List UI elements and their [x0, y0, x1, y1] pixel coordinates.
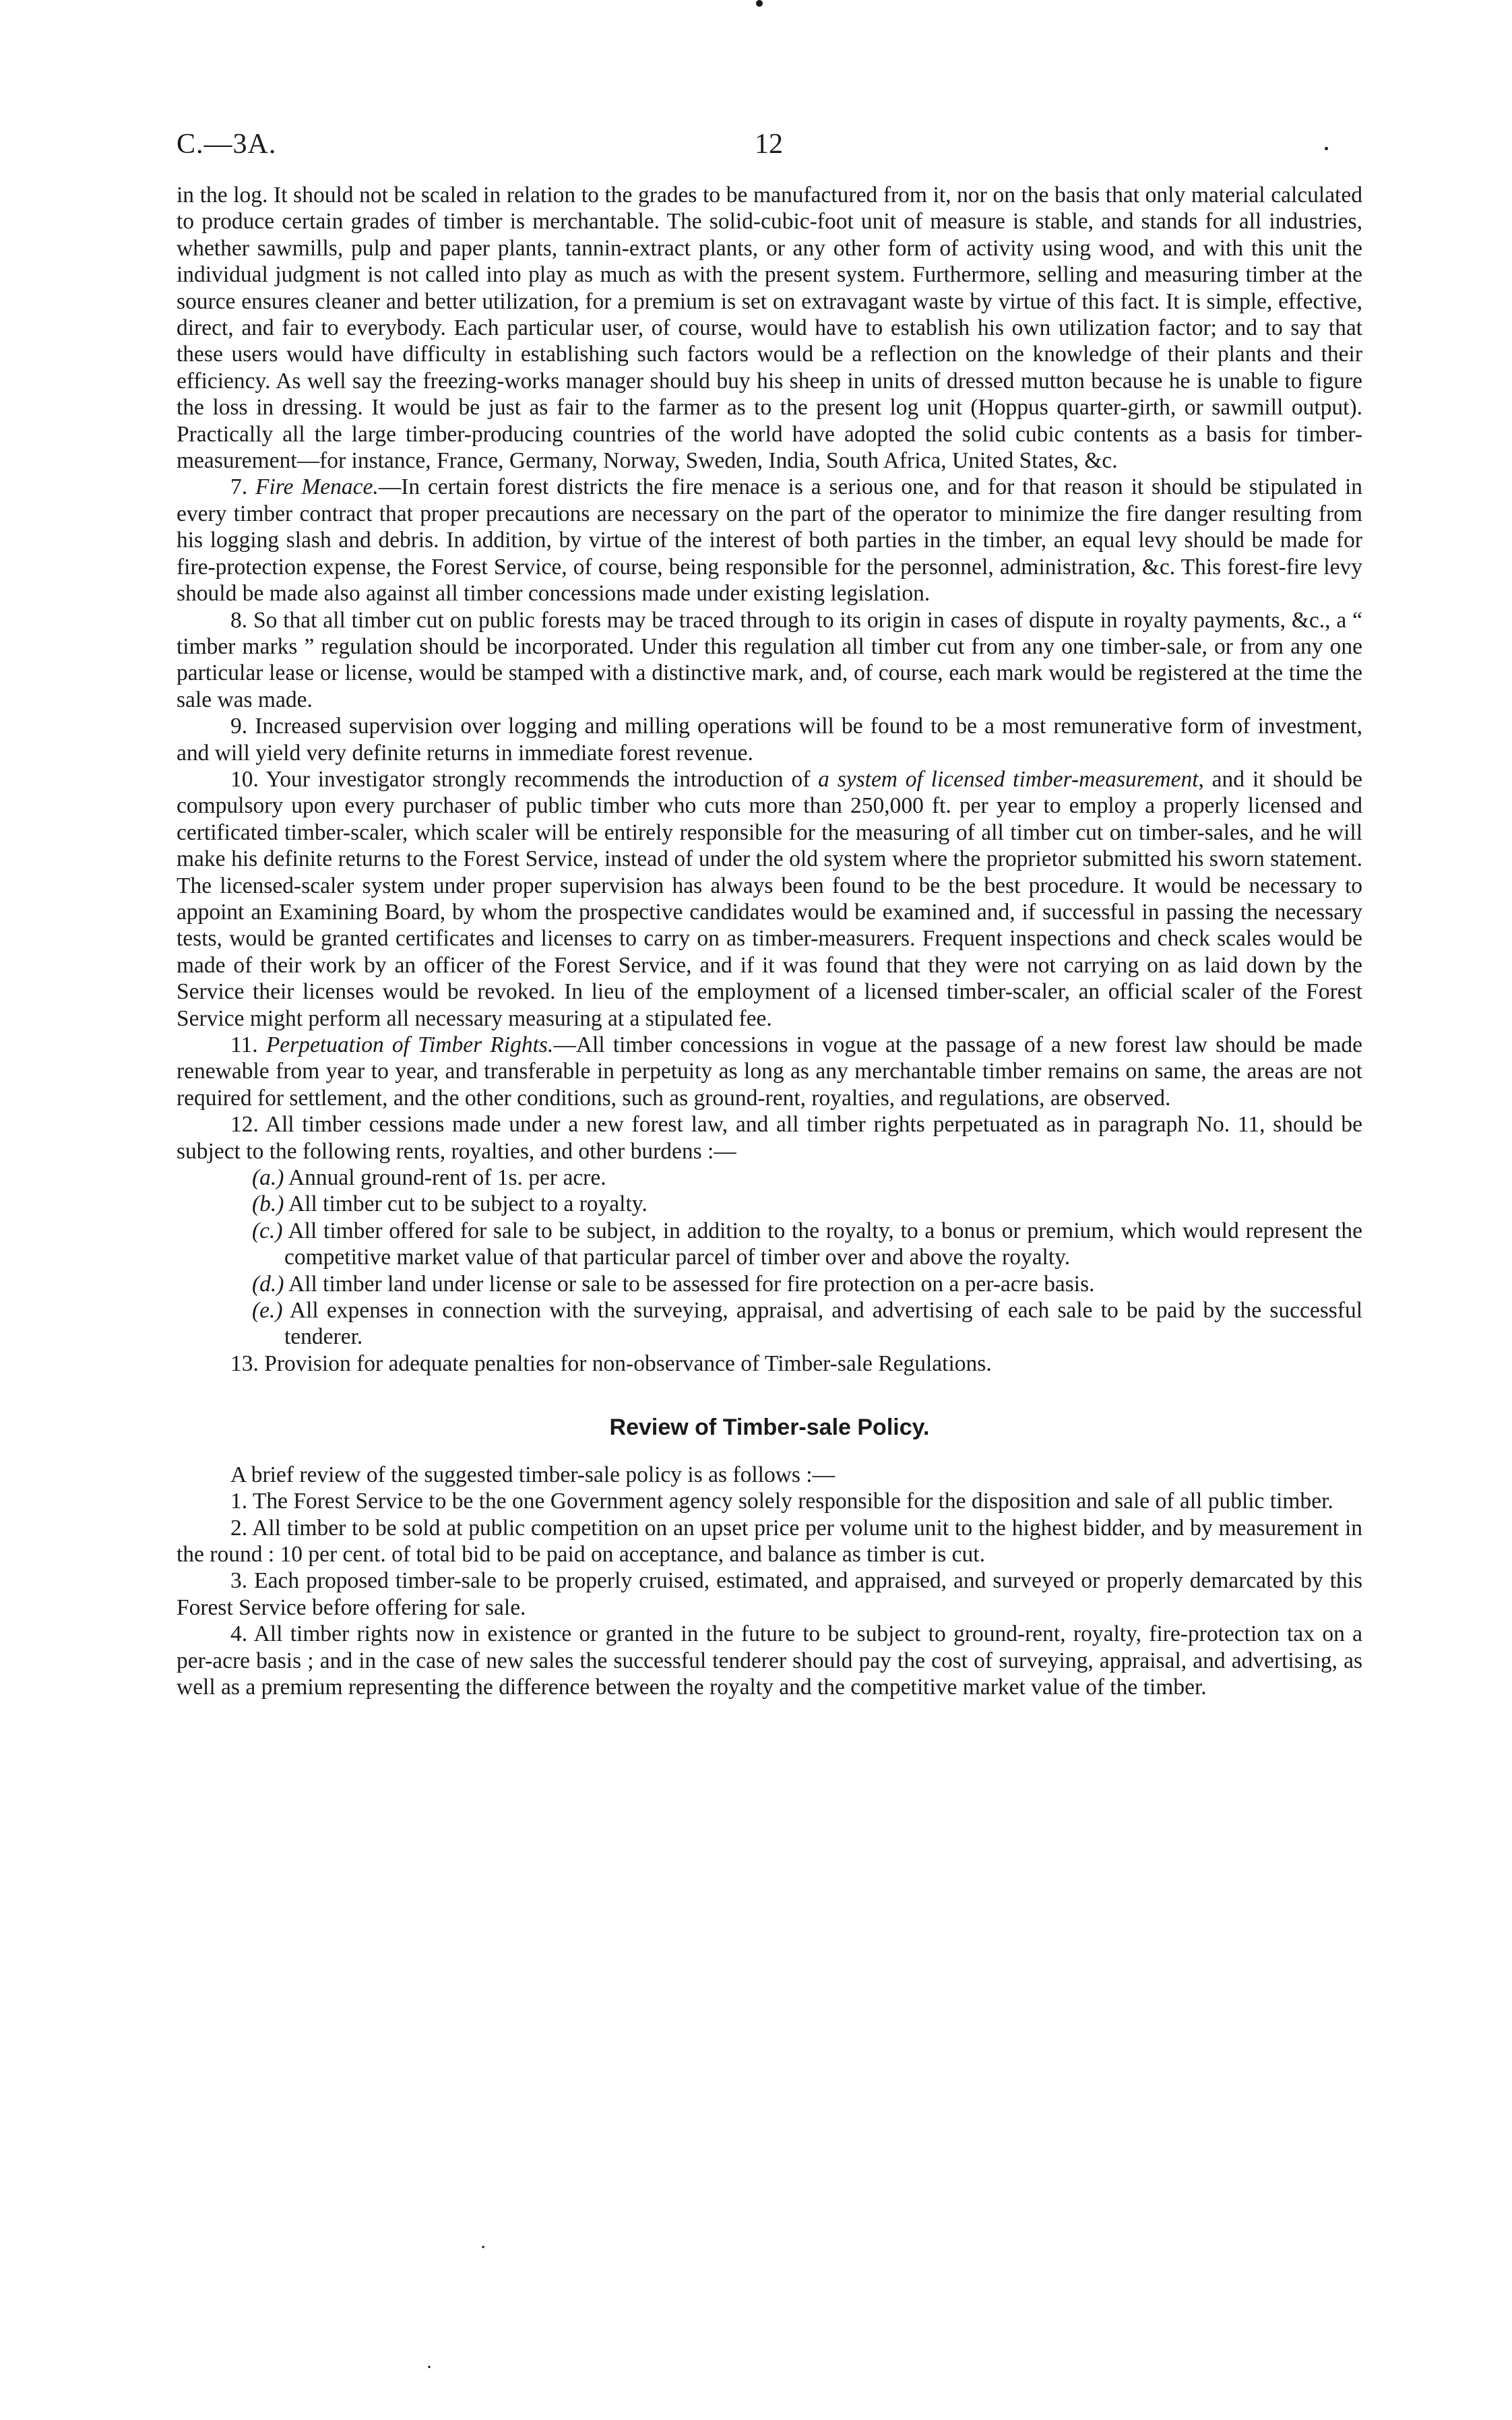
header-dot: [1325, 147, 1328, 150]
sub-item-e: [177, 1297, 1362, 1351]
paragraph-7: [177, 474, 1362, 607]
sub-item-label: (a.): [252, 1165, 284, 1191]
paragraph-9: [177, 713, 1362, 766]
sub-item-text: All timber offered for sale to be subject, in addition to the royalty, to a bonus or premium, which would represent the competitive market value of that particular parcel of timber over and above the royalty.: [284, 1218, 1363, 1270]
sub-item-c: [177, 1218, 1362, 1271]
paragraph-text: 12. All timber cessions made under a new forest law, and all timber rights perpetuated as in paragraph No. 11, should be subject to the following rents, royalties, and other burdens :—: [177, 1112, 1362, 1164]
paragraph-10: [177, 766, 1362, 1032]
stray-mark: ·: [480, 2236, 486, 2258]
paragraph-heading: Perpetuation of Timber Rights.: [265, 1032, 554, 1057]
sub-item-text: All expenses in connection with the surveying, appraisal, and advertising of each sale to be paid by the successful tenderer.: [284, 1298, 1362, 1350]
page-header: [177, 128, 1362, 182]
review-item-4: 4. All timber rights now in existence or granted in the future to be subject to ground-rent, royalty, fire-protection tax on a per-acre basis ; and in the case of new sales the successful tenderer should pay the cost of surveying, appraisal, and advertising, as well as a premium representing the difference between the royalty and the competitive market value of the timber.: [177, 1621, 1362, 1700]
review-item-1: 1. The Forest Service to be the one Government agency solely responsible for the disposition and sale of all public timber.: [230, 1489, 1333, 1514]
paragraph-heading: Fire Menace.: [255, 474, 379, 500]
sub-item-label: (d.): [252, 1271, 284, 1297]
sub-item-text: All timber cut to be subject to a royalty.: [288, 1191, 648, 1217]
sub-item-label: (b.): [252, 1191, 284, 1217]
sub-item-label: (c.): [252, 1218, 283, 1243]
document-code: C.—3A.: [177, 129, 277, 160]
review-item-3: 3. Each proposed timber-sale to be properly cruised, estimated, and appraised, and surveyed or properly demarcated by this Forest Service before offering for sale.: [177, 1568, 1362, 1620]
top-margin-dot: [756, 0, 763, 7]
sub-item-a: [177, 1165, 1362, 1191]
document-page: [177, 128, 1362, 1700]
review-intro: A brief review of the suggested timber-sale policy is as follows :—: [230, 1462, 836, 1487]
paragraph-text: in the log. It should not be scaled in relation to the grades to be manufactured from it, nor on the basis that only material calculated to produce certain grades of timber is merchantable. The solid-cubic-foot unit of measure is stable, and stands for all industries, whether sawmills, pulp and paper plants, tannin-extract plants, or any other form of activity using wood, and with this unit the individual judgment is not called into play as much as with the present system. Furthermore, selling and measuring timber at the source ensures cleaner and better utilization, for a premium is set on extravagant waste by virtue of this fact. It is simple, effective, direct, and fair to everybody. Each particular user, of course, would have to establish his own utilization factor; and to say that these users would have difficulty in establishing such factors would be a reflection on the knowledge of their plants and their efficiency. As well say the freezing-works manager should buy his sheep in units of dressed mutton because he is unable to figure the loss in dressing. It would be just as fair to the farmer as to the present log unit (Hoppus quarter-girth, or sawmill output). Practically all the large timber-producing countries of the world have adopted the solid cubic contents as a basis for timber-measurement—for instance, France, Germany, Norway, Sweden, India, South Africa, United States, &c.: [177, 183, 1362, 474]
section-heading: Review of Timber-sale Policy.: [609, 1415, 930, 1441]
paragraph-8: [177, 607, 1362, 714]
paragraph-emphasis: a system of licensed timber-measurement: [818, 766, 1199, 792]
page-number: 12: [755, 129, 783, 160]
paragraph-number: 11.: [230, 1032, 266, 1057]
sub-item-d: [177, 1271, 1362, 1297]
paragraph-text: 10. Your investigator strongly recommends the introduction of: [230, 766, 819, 792]
body-text: [177, 182, 1362, 1700]
paragraph-12: [177, 1111, 1362, 1165]
paragraph-text: —All timber concessions in vogue at the passage of a new forest law should be made renewable from year to year, and transferable in perpetuity as long as any merchantable timber remains on same, the areas are not required for settlement, and the other conditions, such as ground-rent, royalties, and regulations, are observed.: [177, 1032, 1362, 1111]
sub-item-text: Annual ground-rent of 1s. per acre.: [288, 1165, 606, 1191]
paragraph-13: [177, 1351, 1362, 1377]
paragraph-text: —In certain forest districts the fire menace is a serious one, and for that reason it should be stipulated in every timber contract that proper precautions are necessary on the part of the operator to minimize the fire danger resulting from his logging slash and debris. In addition, by virtue of the interest of both parties in the timber, an equal levy should be made for fire-protection expense, the Forest Service, of course, being responsible for the personnel, administration, &c. This forest-fire levy should be made also against all timber concessions made under existing legislation.: [177, 474, 1363, 607]
sub-item-text: All timber land under license or sale to be assessed for fire protection on a per-acre basis.: [288, 1271, 1095, 1297]
sub-item-b: [177, 1191, 1362, 1217]
review-item-2: 2. All timber to be sold at public competition on an upset price per volume unit to the highest bidder, and by measurement in the round : 10 per cent. of total bid to be paid on acceptance, and balance as timber is cut.: [177, 1515, 1362, 1567]
paragraph-number: 7.: [230, 474, 256, 500]
paragraph-continuation: [177, 182, 1362, 474]
paragraph-text: 13. Provision for adequate penalties for non-observance of Timber-sale Regulations.: [230, 1351, 992, 1376]
paragraph-11: [177, 1032, 1362, 1111]
paragraph-text: 8. So that all timber cut on public forests may be traced through to its origin in cases of dispute in royalty payments, &c., a “ timber marks ” regulation should be incorporated. Under this regulation all timber cut from any one timber-sale, or from any one particular lease or license, would be stamped with a distinctive mark, and, of course, each mark would be registered at the time the sale was made.: [177, 607, 1362, 712]
sub-item-label: (e.): [252, 1298, 283, 1324]
paragraph-text: , and it should be compulsory upon every purchaser of public timber who cuts more than 250,000 ft. per year to employ a properly licensed and certificated timber-scaler, which scaler will be entirely responsible for the measuring of all timber cut on timber-sales, and he will make his definite returns to the Forest Service, instead of under the old system where the proprietor submitted his sworn statement. The licensed-scaler system under proper supervision has always been found to be the best procedure. It would be necessary to appoint an Examining Board, by whom the prospective candidates would be examined and, if successful in passing the necessary tests, would be granted certificates and licenses to carry on as timber-measurers. Frequent inspections and check scales would be made of their work by an officer of the Forest Service, and if it was found that they were not carrying on as laid down by the Service their licenses would be revoked. In lieu of the employment of a licensed timber-scaler, an official scaler of the Forest Service might perform all necessary measuring at a stipulated fee.: [177, 766, 1362, 1031]
paragraph-text: 9. Increased supervision over logging and milling operations will be found to be a most remunerative form of investment, and will yield very definite returns in immediate forest revenue.: [177, 714, 1362, 766]
stray-mark: ·: [426, 2356, 433, 2378]
